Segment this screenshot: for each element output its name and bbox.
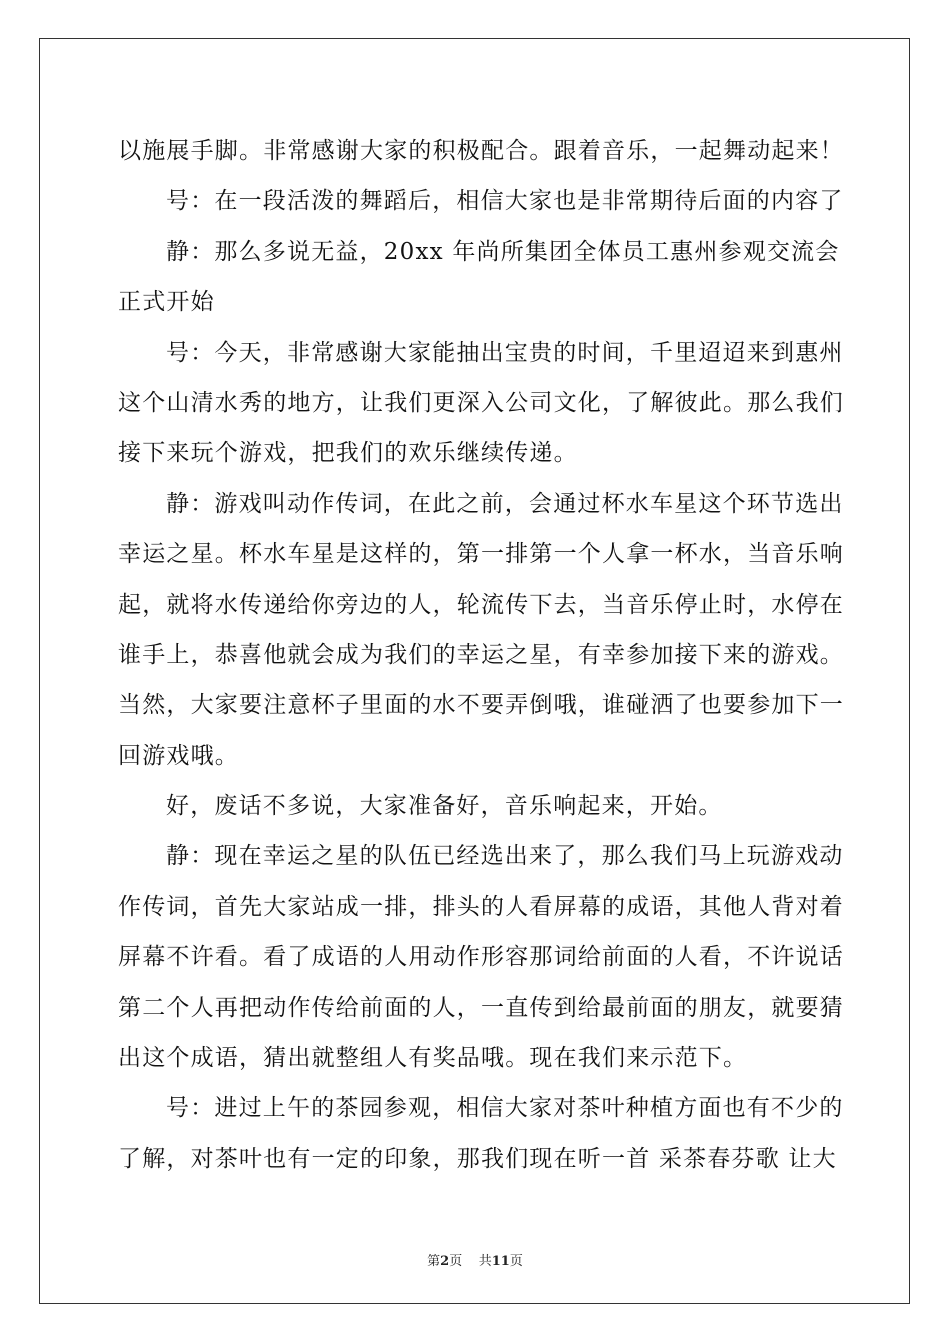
text-line: 第二个人再把动作传给前面的人，一直传到给最前面的朋友，就要猜 — [118, 994, 844, 1021]
page-suffix: 页 — [449, 1254, 463, 1269]
text-line: 接下来玩个游戏，把我们的欢乐继续传递。 — [118, 440, 578, 467]
text-line: 号：今天，非常感谢大家能抽出宝贵的时间，千里迢迢来到惠州 — [166, 339, 844, 366]
text-line: 静：游戏叫动作传词，在此之前，会通过杯水车星这个环节选出 — [166, 490, 844, 517]
text-line: 起，就将水传递给你旁边的人，轮流传下去，当音乐停止时，水停在 — [118, 591, 844, 618]
text-line: 屏幕不许看。看了成语的人用动作形容那词给前面的人看，不许说话 — [118, 944, 844, 971]
text-line: 静：那么多说无益，20xx 年尚所集团全体员工惠州参观交流会 — [166, 238, 840, 265]
text-line: 谁手上，恭喜他就会成为我们的幸运之星，有幸参加接下来的游戏。 — [118, 641, 844, 668]
page-number: 2 — [440, 1254, 450, 1269]
total-suffix: 页 — [509, 1254, 523, 1269]
text-line: 出这个成语，猜出就整组人有奖品哦。现在我们来示范下。 — [118, 1045, 748, 1072]
text-line: 号：进过上午的茶园参观，相信大家对茶叶种植方面也有不少的 — [166, 1095, 844, 1122]
document-body — [118, 126, 844, 1184]
total-prefix: 共 — [478, 1254, 492, 1269]
text-line: 好，废话不多说，大家准备好，音乐响起来，开始。 — [166, 793, 723, 820]
text-line: 以施展手脚。非常感谢大家的积极配合。跟着音乐，一起舞动起来！ — [118, 138, 844, 164]
text-line: 作传词，首先大家站成一排，排头的人看屏幕的成语，其他人背对着 — [118, 893, 844, 920]
text-line: 当然，大家要注意杯子里面的水不要弄倒哦，谁碰洒了也要参加下一 — [118, 692, 844, 719]
text-line: 了解，对茶叶也有一定的印象，那我们现在听一首 采茶春芬歌 让大 — [118, 1145, 837, 1172]
text-line: 静：现在幸运之星的队伍已经选出来了，那么我们马上玩游戏动 — [166, 843, 844, 870]
page-footer — [0, 1250, 950, 1269]
text-line: 回游戏哦。 — [118, 742, 239, 769]
text-line: 这个山清水秀的地方，让我们更深入公司文化，了解彼此。那么我们 — [118, 389, 844, 416]
total-pages: 11 — [491, 1254, 510, 1269]
text-line: 幸运之星。杯水车星是这样的，第一排第一个人拿一杯水，当音乐响 — [118, 541, 844, 568]
text-line: 正式开始 — [118, 289, 215, 316]
page-prefix: 第 — [427, 1254, 441, 1269]
text-line: 号：在一段活泼的舞蹈后，相信大家也是非常期待后面的内容了 — [166, 188, 844, 215]
